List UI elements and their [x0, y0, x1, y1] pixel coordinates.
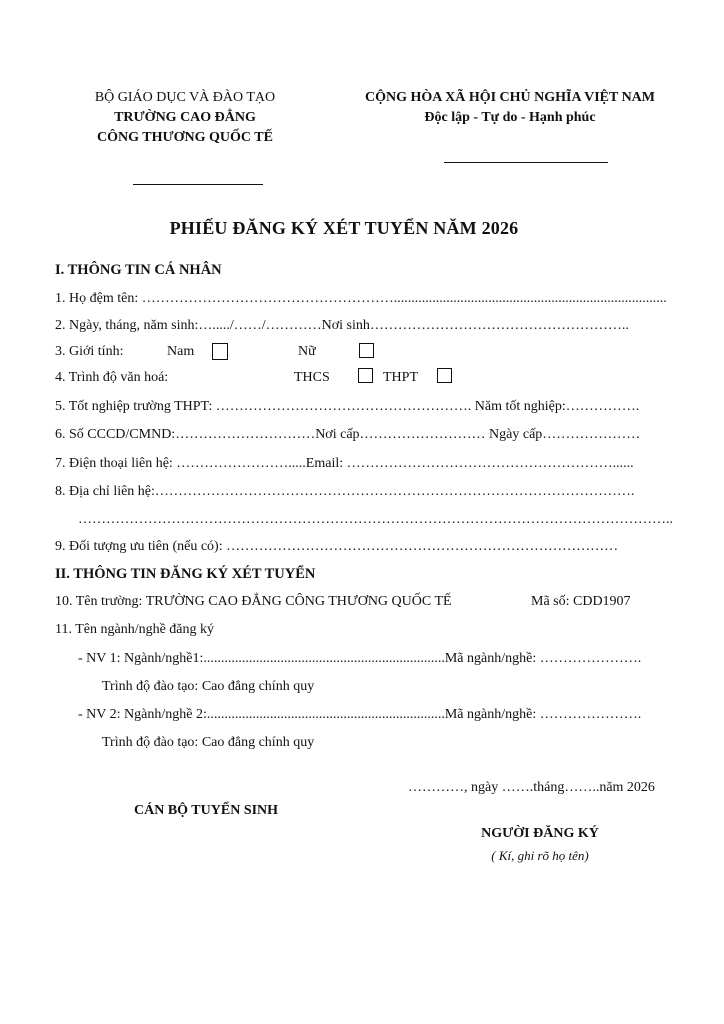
- section-personal-info-heading: I. THÔNG TIN CÁ NHÂN: [55, 262, 222, 278]
- school-code: Mã số: CDD1907: [531, 594, 631, 609]
- field-school-name: 10. Tên trường: TRƯỜNG CAO ĐẲNG CÔNG THƯƠNG QUỐC TẾ: [55, 594, 452, 609]
- field-full-name[interactable]: 1. Họ đệm tên: ………………………………………………..............................................................................: [55, 291, 667, 306]
- wish2-major[interactable]: - NV 2: Ngành/nghề 2:....................................................................Mã ngành/nghề: ………………….: [78, 707, 642, 722]
- field-birth-date-place[interactable]: 2. Ngày, tháng, năm sinh:…...../……/…………Nơi sinh………………………………………………..: [55, 318, 629, 333]
- field-phone-email[interactable]: 7. Điện thoại liên hệ: …………………….....Email: …………………………………………………......: [55, 456, 634, 471]
- field-education-level-label: 4. Trình độ văn hoá:: [55, 370, 169, 385]
- wish1-major[interactable]: - NV 1: Ngành/nghề1:.....................................................................Mã ngành/nghề: ………………….: [78, 651, 642, 666]
- education-thcs-label: THCS: [294, 370, 330, 385]
- form-title: PHIẾU ĐĂNG KÝ XÉT TUYỂN NĂM 2026: [169, 218, 519, 238]
- gender-male-checkbox[interactable]: [212, 343, 228, 362]
- gender-male-label: Nam: [167, 344, 195, 359]
- field-id-card[interactable]: 6. Số CCCD/CMND:…………………………Nơi cấp……………………… Ngày cấp…………………: [55, 427, 641, 442]
- school-name-line2: CÔNG THƯƠNG QUỐC TẾ: [97, 130, 273, 145]
- signing-date[interactable]: …………, ngày …….tháng……..năm 2026: [408, 780, 655, 795]
- field-high-school[interactable]: 5. Tốt nghiệp trường THPT: ………………………………………………. Năm tốt nghiệp:…………….: [55, 399, 640, 414]
- field-address-continued[interactable]: ………………………………………………………………………………………………………………..: [78, 512, 673, 527]
- field-address[interactable]: 8. Địa chỉ liên hệ:………………………………………………………………………………………….: [55, 484, 635, 499]
- education-thcs-checkbox[interactable]: [358, 368, 373, 387]
- republic-name: CỘNG HÒA XÃ HỘI CHỦ NGHĨA VIỆT NAM: [364, 90, 655, 105]
- wish1-training-level: Trình độ đào tạo: Cao đẳng chính quy: [102, 679, 315, 694]
- gender-female-checkbox[interactable]: [359, 343, 374, 362]
- registrant-signature-note: ( Kí, ghi rõ họ tên): [491, 848, 589, 863]
- registrant-label: NGƯỜI ĐĂNG KÝ: [481, 826, 599, 841]
- education-thpt-label: THPT: [383, 370, 418, 385]
- wish2-training-level: Trình độ đào tạo: Cao đẳng chính quy: [102, 735, 315, 750]
- admissions-officer-label: CÁN BỘ TUYỂN SINH: [134, 803, 279, 818]
- gender-female-label: Nữ: [298, 344, 316, 359]
- field-priority-group[interactable]: 9. Đối tượng ưu tiên (nếu có): …………………………………………………………………………: [55, 539, 619, 554]
- field-gender-label: 3. Giới tính:: [55, 344, 124, 359]
- header-left-underline: [133, 184, 263, 185]
- national-motto: Độc lập - Tự do - Hạnh phúc: [424, 110, 596, 125]
- school-name-line1: TRƯỜNG CAO ĐẲNG: [114, 110, 256, 125]
- section-registration-heading: II. THÔNG TIN ĐĂNG KÝ XÉT TUYỂN: [55, 566, 316, 582]
- header-right-underline: [444, 162, 608, 163]
- ministry-name: BỘ GIÁO DỤC VÀ ĐÀO TẠO: [94, 90, 276, 105]
- field-major-label: 11. Tên ngành/nghề đăng ký: [55, 622, 215, 637]
- education-thpt-checkbox[interactable]: [437, 368, 452, 387]
